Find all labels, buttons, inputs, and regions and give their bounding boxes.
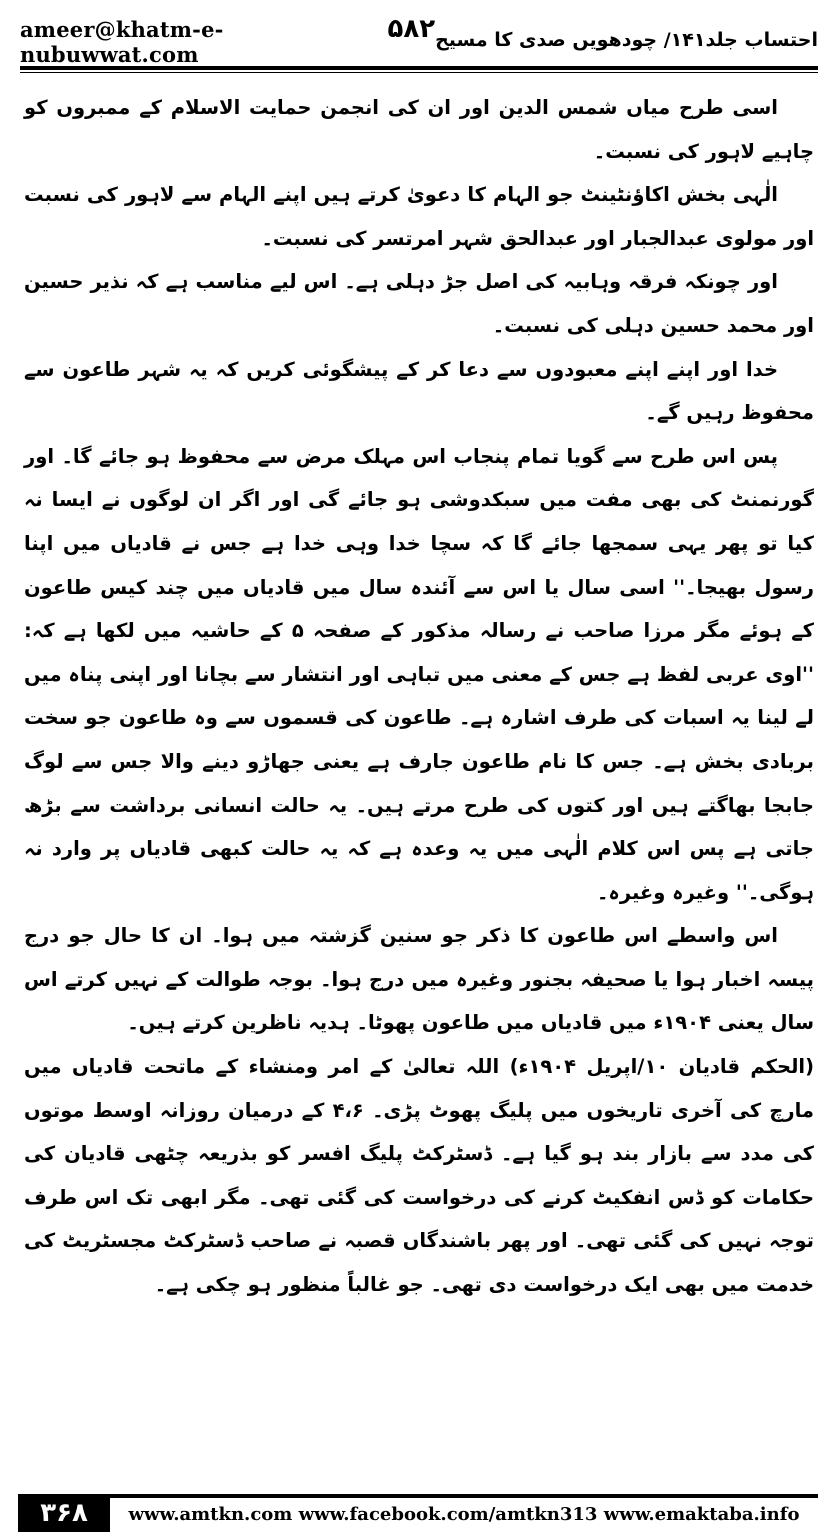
header-page-number: ۵۸۲ (387, 13, 436, 44)
page-header (20, 13, 818, 67)
footer-links[interactable]: www.amtkn.com www.facebook.com/amtkn313 www.emaktaba.info (128, 1504, 800, 1525)
header-email[interactable]: ameer@khatm-e-nubuwwat.com (20, 16, 224, 67)
paragraph-4: خدا اور اپنے اپنے معبودوں سے دعا کر کے پیشگوئی کریں کہ یہ شہر طاعون سے محفوظ رہیں گے۔ (24, 357, 814, 425)
footer-bar (110, 1494, 818, 1532)
paragraph-1: اسی طرح میاں شمس الدین اور ان کی انجمن حمایت الاسلام کے ممبروں کو چاہیے لاہور کی نسبت۔ (24, 96, 814, 163)
body-text (24, 86, 814, 1307)
header-book-title: احتساب جلد۱۴۱/ چودھویں صدی کا مسیح (435, 29, 818, 51)
paragraph-6: اس واسطے اس طاعون کا ذکر جو سنین گزشتہ میں ہوا۔ ان کا حال جو درج پیسہ اخبار ہوا یا صحیفہ بجنور وغیرہ میں درج ہوا۔ بوجہ طوالت کے نہیں کرتے اس سال یعنی ۱۹۰۴ء میں قادیاں میں طاعون پھوٹا۔ ہدیہ ناظرین کرتے ہیں۔ (24, 924, 814, 1035)
paragraph-3: اور چونکہ فرقہ وہابیہ کی اصل جڑ دہلی ہے۔ اس لیے مناسب ہے کہ نذیر حسین اور محمد حسین دہلی کی نسبت۔ (24, 270, 814, 337)
header-left-group (20, 14, 435, 67)
header-rule-thin (20, 72, 818, 73)
header-rule-thick (20, 66, 818, 70)
page-footer (18, 1494, 818, 1532)
paragraph-7: (الحکم قادیان ۱۰/اپریل ۱۹۰۴ء) اللہ تعالیٰ کے امر ومنشاء کے ماتحت قادیاں میں مارچ کی آخری تاریخوں میں پلیگ پھوٹ پڑی۔ ۴،۶ کے درمیان روزانہ اوسط موتوں کی مدد سے بازار بند ہو گیا ہے۔ ڈسٹرکٹ پلیگ افسر کو بذریعہ چٹھی قادیان کی حکامات کو ڈس انفکیٹ کرنے کی درخواست کی گئی تھی۔ مگر ابھی تک اس طرف توجہ نہیں کی گئی تھی۔ اور پھر باشندگاں قصبہ نے صاحب ڈسٹرکٹ مجسٹریٹ کی خدمت میں بھی ایک درخواست دی تھی۔ جو غالباً منظور ہو چکی ہے۔ (24, 1055, 814, 1297)
paragraph-2: الٰہی بخش اکاؤنٹینٹ جو الہام کا دعویٰ کرتے ہیں اپنے الہام سے لاہور کی نسبت اور مولوی عبدالجبار اور عبدالحق شہر امرتسر کی نسبت۔ (24, 183, 814, 250)
footer-page-number: ۳۶۸ (18, 1494, 110, 1532)
paragraph-5: پس اس طرح سے گویا تمام پنجاب اس مہلک مرض سے محفوظ ہو جائے گا۔ اور گورنمنٹ کی بھی مفت میں سبکدوشی ہو جائے گی اور اگر ان لوگوں نے ایسا نہ کیا تو پھر یہی سمجھا جائے گا کہ سچا خدا وہی خدا ہے جس نے قادیاں میں اپنا رسول بھیجا۔'' اسی سال یا اس سے آئندہ سال میں قادیاں میں چند کیس طاعون کے ہوئے مگر مرزا صاحب نے رسالہ مذکور کے صفحہ ۵ کے حاشیہ میں لکھا ہے کہ: ''اوی عربی لفظ ہے جس کے معنی میں تباہی اور انتشار سے بچانا اور اپنی پناہ میں لے لینا یہ اسبات کی طرف اشارہ ہے۔ طاعون کی قسموں سے وہ طاعون جو سخت بربادی بخش ہے۔ جس کا نام طاعون جارف ہے یعنی جھاڑو دینے والا جس سے لوگ جابجا بھاگتے ہیں اور کتوں کی طرح مرتے ہیں۔ یہ حالت انسانی برداشت سے بڑھ جاتی ہے پس اس کلام الٰہی میں یہ وعدہ ہے کہ یہ حالت کبھی قادیاں پر وارد نہ ہوگی۔'' وغیرہ وغیرہ۔ (24, 444, 814, 904)
